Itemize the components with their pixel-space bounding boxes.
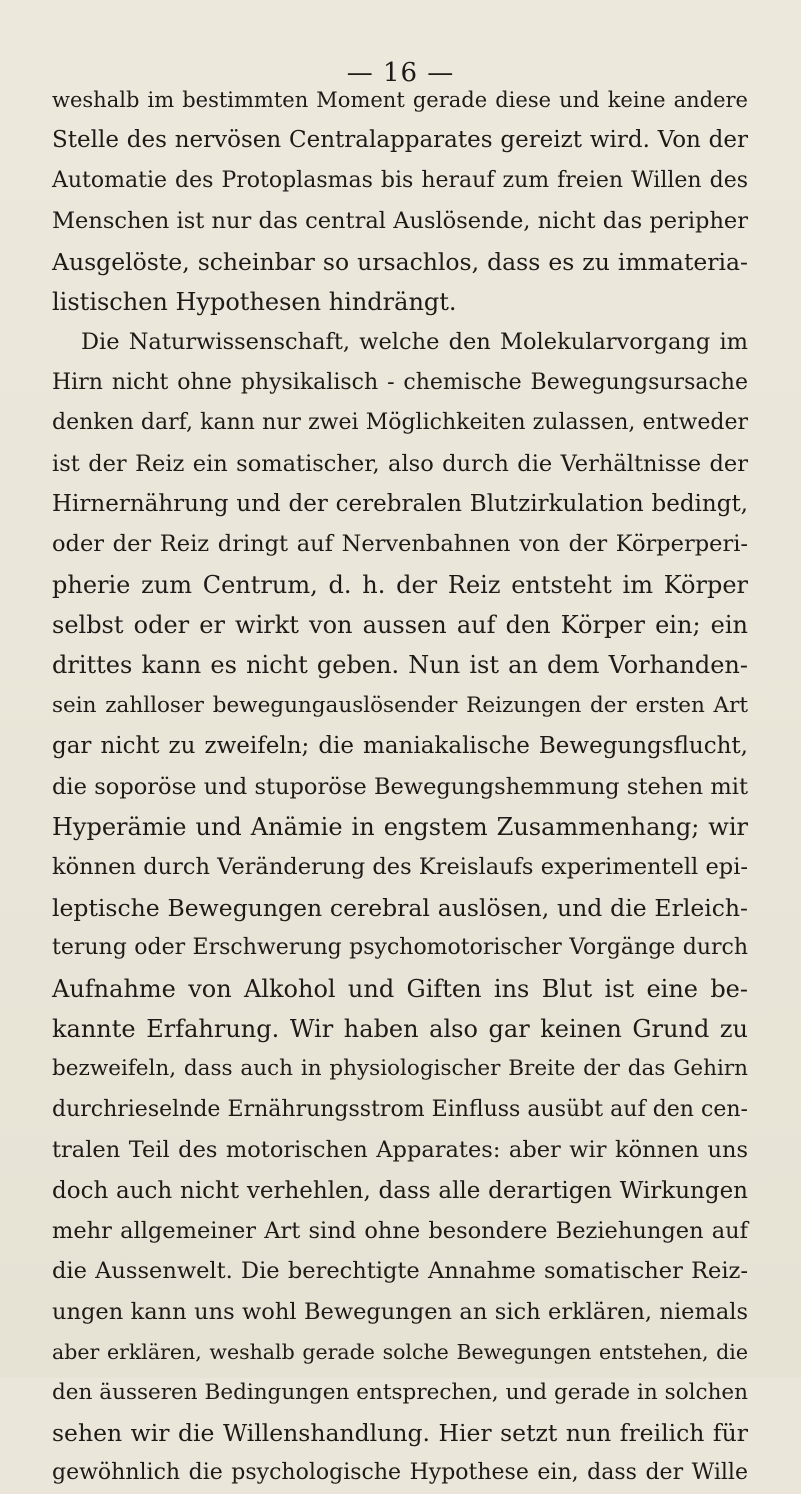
text-line: leptische Bewegungen cerebral auslösen, und die Erleich- <box>52 893 748 922</box>
text-line: kannte Erfahrung. Wir haben also gar keinen Grund zu <box>52 1014 748 1043</box>
text-line: selbst oder er wirkt von aussen auf den Körper ein; ein <box>52 611 748 640</box>
text-line: Hirnernährung und der cerebralen Blutzirkulation bedingt, <box>52 490 748 517</box>
text-line: Die Naturwissenschaft, welche den Molekularvorgang im <box>81 329 748 356</box>
text-line: können durch Veränderung des Kreislaufs experimentell epi- <box>52 854 748 881</box>
text-line: ungen kann uns wohl Bewegungen an sich erklären, niemals <box>52 1298 748 1325</box>
body-text <box>52 80 748 1494</box>
text-line: tralen Teil des motorischen Apparates: aber wir können uns <box>52 1137 748 1164</box>
text-line: den äusseren Bedingungen entsprechen, und gerade in solchen <box>52 1379 748 1405</box>
text-line: weshalb im bestimmten Moment gerade diese und keine andere <box>52 88 748 112</box>
text-line: aber erklären, weshalb gerade solche Bewegungen entstehen, die <box>52 1340 748 1365</box>
text-line: oder der Reiz dringt auf Nervenbahnen von der Körperperi- <box>52 531 748 558</box>
text-line: durchrieselnde Ernährungsstrom Einfluss ausübt auf den cen- <box>52 1096 748 1122</box>
text-line: sehen wir die Willenshandlung. Hier setzt nun freilich für <box>52 1418 748 1447</box>
text-line: Stelle des nervösen Centralapparates gereizt wird. Von der <box>52 127 748 154</box>
text-line: Automatie des Protoplasmas bis herauf zum freien Willen des <box>52 167 748 193</box>
text-line: die soporöse und stuporöse Bewegungshemmung stehen mit <box>52 773 748 800</box>
text-line: denken darf, kann nur zwei Möglichkeiten zulassen, entweder <box>52 410 748 436</box>
text-line: ist der Reiz ein somatischer, also durch die Verhältnisse der <box>52 450 748 477</box>
text-line: bezweifeln, dass auch in physiologischer Breite der das Gehirn <box>52 1056 748 1082</box>
text-line: pherie zum Centrum, d. h. der Reiz entsteht im Körper <box>52 570 748 599</box>
text-line: Ausgelöste, scheinbar so ursachlos, dass es zu immateria- <box>52 247 748 276</box>
text-line: doch auch nicht verhehlen, dass alle derartigen Wirkungen <box>52 1177 748 1204</box>
text-line: gewöhnlich die psychologische Hypothese ein, dass der Wille <box>52 1460 748 1486</box>
text-line: drittes kann es nicht geben. Nun ist an dem Vorhanden- <box>52 651 748 680</box>
text-line: Aufnahme von Alkohol und Giften ins Blut ist eine be- <box>52 974 748 1003</box>
page-number: — 16 — <box>346 58 455 88</box>
text-line: die Aussenwelt. Die berechtigte Annahme somatischer Reiz- <box>52 1258 748 1285</box>
text-line: Hirn nicht ohne physikalisch - chemische Bewegungsursache <box>52 369 748 395</box>
text-line: terung oder Erschwerung psychomotorischer Vorgänge durch <box>52 935 748 961</box>
text-line: Menschen ist nur das central Auslösende, nicht das peripher <box>52 208 748 235</box>
text-line: mehr allgemeiner Art sind ohne besondere Beziehungen auf <box>52 1217 748 1244</box>
text-line: listischen Hypothesen hindrängt. <box>52 287 457 316</box>
text-line: sein zahlloser bewegungauslösender Reizungen der ersten Art <box>52 692 748 718</box>
text-line: gar nicht zu zweifeln; die maniakalische Bewegungsflucht, <box>52 733 748 760</box>
text-line: Hyperämie und Anämie in engstem Zusammenhang; wir <box>52 813 748 842</box>
